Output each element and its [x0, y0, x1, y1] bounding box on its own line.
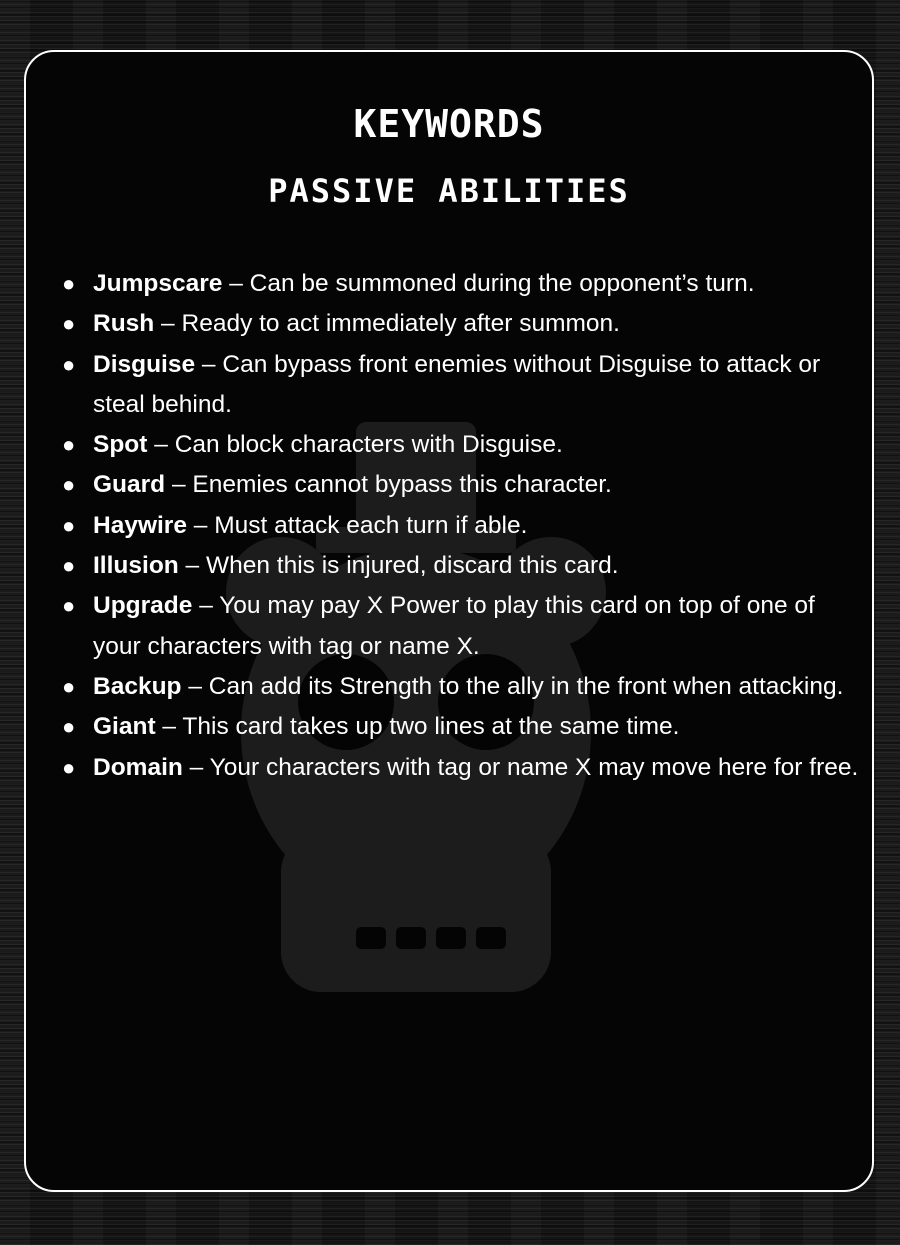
keyword-item-upgrade — [62, 586, 862, 667]
keyword-description: Can be summoned during the opponent’s turn. — [249, 270, 755, 297]
keyword-description: Enemies cannot bypass this character. — [192, 471, 612, 499]
keyword-description: Can add its Strength to the ally in the front when attacking. — [208, 672, 844, 700]
keyword-item-giant — [62, 707, 862, 747]
keyword-description: Must attack each turn if able. — [214, 511, 528, 539]
keyword-list — [62, 264, 862, 788]
bullet-icon: ● — [62, 593, 76, 619]
keyword-description: Ready to act immediately after summon. — [181, 310, 620, 338]
keyword-description: When this is injured, discard this card. — [206, 552, 619, 580]
keyword-item-illusion — [62, 546, 862, 586]
bullet-icon: ● — [62, 432, 76, 458]
keyword-item-jumpscare — [62, 264, 862, 304]
keyword-separator: – — [181, 672, 209, 700]
keyword-name: Upgrade — [93, 592, 193, 620]
bullet-icon: ● — [62, 673, 76, 699]
keyword-card — [24, 50, 874, 1192]
bullet-icon: ● — [62, 714, 76, 740]
keyword-name: Haywire — [93, 511, 187, 539]
keyword-item-backup — [62, 667, 862, 707]
keyword-item-haywire — [62, 506, 862, 546]
keyword-separator: – — [222, 270, 250, 297]
keyword-name: Rush — [93, 310, 155, 338]
keyword-item-guard — [62, 465, 862, 505]
keyword-name: Spot — [93, 431, 148, 459]
keyword-description: Your characters with tag or name X may move here for free. — [209, 753, 859, 781]
keyword-name: Backup — [93, 672, 182, 700]
keyword-name: Guard — [93, 471, 166, 499]
keyword-item-disguise — [62, 345, 862, 426]
keyword-name: Disguise — [93, 350, 196, 378]
keyword-separator: – — [178, 552, 206, 580]
keyword-description: You may pay X Power to play this card on top of one of your characters with tag or name X. — [93, 592, 815, 660]
keyword-name: Giant — [93, 713, 156, 741]
bullet-icon: ● — [62, 553, 76, 579]
bullet-icon: ● — [62, 754, 76, 780]
keyword-separator: – — [165, 471, 193, 499]
keyword-description: This card takes up two lines at the same time. — [182, 713, 680, 741]
keyword-separator: – — [195, 350, 223, 378]
bullet-icon: ● — [62, 311, 76, 337]
keyword-name: Jumpscare — [93, 270, 223, 297]
keyword-description: Can block characters with Disguise. — [174, 431, 563, 459]
keyword-description: Can bypass front enemies without Disguise to attack or steal behind. — [93, 350, 821, 418]
keyword-item-rush — [62, 304, 862, 344]
keyword-item-spot — [62, 425, 862, 465]
bullet-icon: ● — [62, 271, 76, 296]
keyword-separator: – — [192, 592, 220, 620]
keyword-separator: – — [147, 431, 175, 459]
bullet-icon: ● — [62, 472, 76, 498]
keyword-separator: – — [154, 310, 182, 338]
keyword-separator: – — [186, 511, 215, 539]
card-subtitle: PASSIVE ABILITIES — [268, 172, 630, 210]
card-title: KEYWORDS — [353, 102, 545, 146]
bullet-icon: ● — [62, 512, 76, 538]
keyword-item-domain — [62, 748, 862, 788]
keyword-name: Illusion — [93, 552, 179, 580]
keyword-separator: – — [182, 753, 210, 781]
bullet-icon: ● — [62, 351, 76, 377]
keyword-separator: – — [155, 713, 183, 741]
keyword-name: Domain — [93, 753, 183, 781]
